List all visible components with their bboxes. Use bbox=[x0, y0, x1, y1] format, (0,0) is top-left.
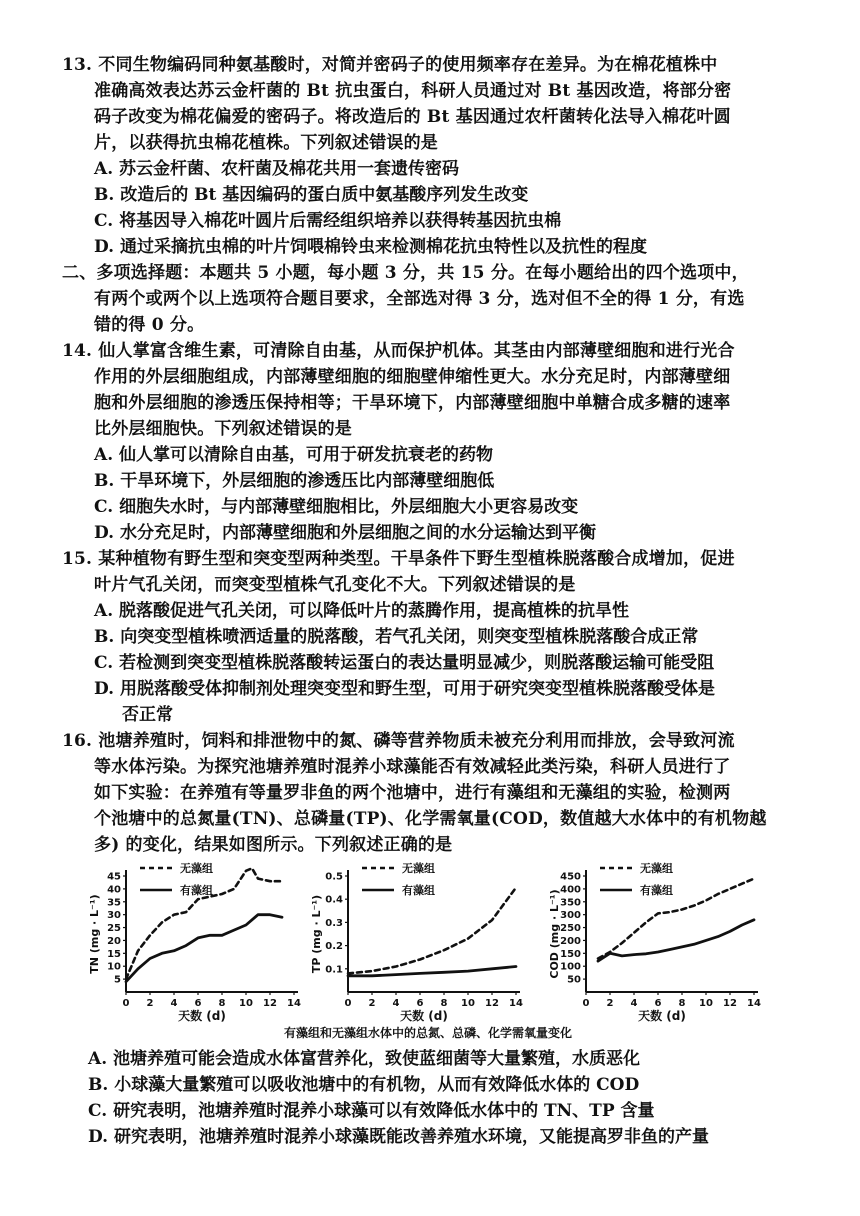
q15-option-c: C. 若检测到突变型植株脱落酸转运蛋白的表达量明显减少，则脱落酸运输可能受阻 bbox=[94, 653, 715, 673]
q13-option-b: B. 改造后的 Bt 基因编码的蛋白质中氨基酸序列发生改变 bbox=[94, 185, 529, 205]
x-tick-label: 14 bbox=[747, 998, 761, 1009]
chart-tp bbox=[310, 861, 523, 1023]
y-axis-label: TN (mg · L⁻¹) bbox=[88, 894, 101, 974]
chart-tn bbox=[88, 861, 301, 1023]
q14-option-d: D. 水分充足时，内部薄壁细胞和外层细胞之间的水分运输达到平衡 bbox=[94, 523, 596, 543]
x-tick-label: 6 bbox=[416, 998, 424, 1009]
x-tick-label: 8 bbox=[218, 998, 226, 1009]
x-tick-label: 2 bbox=[146, 998, 154, 1009]
x-tick-label: 4 bbox=[392, 998, 400, 1009]
x-tick-label: 0 bbox=[122, 998, 130, 1009]
x-axis-label: 天数 (d) bbox=[178, 1009, 226, 1023]
chart-cod bbox=[548, 861, 761, 1023]
legend-label: 无藻组 bbox=[402, 862, 435, 875]
x-tick-label: 8 bbox=[678, 998, 686, 1009]
q15-option-b: B. 向突变型植株喷洒适量的脱落酸，若气孔关闭，则突变型植株脱落酸合成正常 bbox=[94, 627, 699, 647]
q14-line-3: 胞和外层细胞的渗透压保持相等；干旱环境下，内部薄壁细胞中单糖合成多糖的速率 bbox=[94, 393, 731, 413]
x-axis-label: 天数 (d) bbox=[400, 1009, 448, 1023]
legend-label: 有藻组 bbox=[180, 884, 213, 897]
y-tick-label: 35 bbox=[107, 897, 121, 909]
y-tick-label: 0.4 bbox=[325, 894, 343, 906]
legend-label: 有藻组 bbox=[640, 884, 673, 897]
y-tick-label: 5 bbox=[114, 974, 121, 986]
q13-line-3: 码子改变为棉花偏爱的密码子。将改造后的 Bt 基因通过农杆菌转化法导入棉花叶圆 bbox=[94, 107, 731, 127]
y-tick-label: 0.1 bbox=[325, 964, 343, 976]
x-axis-label: 天数 (d) bbox=[638, 1009, 686, 1023]
x-tick-label: 2 bbox=[368, 998, 376, 1009]
q15-line-2: 叶片气孔关闭，而突变型植株气孔变化不大。下列叙述错误的是 bbox=[94, 575, 576, 595]
y-tick-label: 300 bbox=[560, 910, 581, 922]
q16-line-4: 个池塘中的总氮量(TN)、总磷量(TP)、化学需氧量(COD，数值越大水体中的有机物越 bbox=[94, 809, 767, 829]
q13-line-2: 准确高效表达苏云金杆菌的 Bt 抗虫蛋白，科研人员通过对 Bt 基因改造，将部分密 bbox=[94, 81, 732, 101]
series-line-algae bbox=[348, 967, 516, 976]
y-tick-label: 15 bbox=[107, 948, 121, 960]
series-line-algae bbox=[598, 920, 754, 961]
x-tick-label: 4 bbox=[630, 998, 638, 1009]
x-tick-label: 6 bbox=[654, 998, 662, 1009]
series-line-algae bbox=[126, 915, 282, 982]
y-tick-label: 400 bbox=[560, 884, 581, 896]
q16-option-c: C. 研究表明，池塘养殖时混养小球藻可以有效降低水体中的 TN、TP 含量 bbox=[88, 1101, 655, 1121]
q16-option-d: D. 研究表明，池塘养殖时混养小球藻既能改善养殖水环境，又能提高罗非鱼的产量 bbox=[88, 1127, 709, 1147]
q16-option-b: B. 小球藻大量繁殖可以吸收池塘中的有机物，从而有效降低水体的 COD bbox=[88, 1075, 640, 1095]
y-tick-label: 450 bbox=[560, 871, 581, 883]
q14-line-1: 14. 仙人掌富含维生素，可清除自由基，从而保护机体。其茎由内部薄壁细胞和进行光合 bbox=[62, 341, 735, 361]
y-tick-label: 10 bbox=[107, 961, 121, 973]
section2-line-3: 错的得 0 分。 bbox=[94, 315, 205, 335]
y-tick-label: 25 bbox=[107, 923, 121, 935]
q16-line-5: 多) 的变化，结果如图所示。下列叙述正确的是 bbox=[94, 835, 453, 855]
y-tick-label: 0.3 bbox=[325, 917, 343, 929]
figure-caption: 有藻组和无藻组水体中的总氮、总磷、化学需氧量变化 bbox=[283, 1026, 573, 1040]
series-line-no-algae bbox=[348, 888, 516, 974]
y-tick-label: 0.5 bbox=[325, 871, 343, 883]
q13-option-d: D. 通过采摘抗虫棉的叶片饲喂棉铃虫来检测棉花抗虫特性以及抗性的程度 bbox=[94, 237, 647, 257]
y-tick-label: 30 bbox=[107, 910, 121, 922]
q16-line-2: 等水体污染。为探究池塘养殖时混养小球藻能否有效减轻此类污染，科研人员进行了 bbox=[94, 757, 731, 777]
y-tick-label: 50 bbox=[567, 974, 581, 986]
y-tick-label: 150 bbox=[560, 948, 581, 960]
q14-option-c: C. 细胞失水时，与内部薄壁细胞相比，外层细胞大小更容易改变 bbox=[94, 497, 579, 517]
section2-line-1: 二、多项选择题：本题共 5 小题，每小题 3 分，共 15 分。在每小题给出的四个选项中， bbox=[62, 263, 749, 283]
x-tick-label: 10 bbox=[239, 998, 253, 1009]
section2-line-2: 有两个或两个以上选项符合题目要求，全部选对得 3 分，选对但不全的得 1 分，有选 bbox=[94, 289, 745, 309]
x-tick-label: 0 bbox=[582, 998, 590, 1009]
y-axis-label: COD (mg · L⁻¹) bbox=[548, 889, 561, 979]
y-tick-label: 45 bbox=[107, 871, 121, 883]
y-tick-label: 20 bbox=[107, 935, 121, 947]
q13-option-c: C. 将基因导入棉花叶圆片后需经组织培养以获得转基因抗虫棉 bbox=[94, 211, 562, 231]
q16-option-a: A. 池塘养殖可能会造成水体富营养化，致使蓝细菌等大量繁殖，水质恶化 bbox=[88, 1049, 641, 1069]
x-tick-label: 6 bbox=[194, 998, 202, 1009]
q16-line-1: 16. 池塘养殖时，饲料和排泄物中的氮、磷等营养物质未被充分利用而排放，会导致河流 bbox=[62, 731, 735, 751]
y-tick-label: 0.2 bbox=[325, 941, 343, 953]
q14-line-2: 作用的外层细胞组成，内部薄壁细胞的细胞壁伸缩性更大。水分充足时，内部薄壁细 bbox=[94, 367, 731, 387]
x-tick-label: 2 bbox=[606, 998, 614, 1009]
q15-line-1: 15. 某种植物有野生型和突变型两种类型。干旱条件下野生型植株脱落酸合成增加，促进 bbox=[62, 549, 735, 569]
x-tick-label: 14 bbox=[509, 998, 523, 1009]
q14-line-4: 比外层细胞快。下列叙述错误的是 bbox=[94, 419, 352, 439]
x-tick-label: 4 bbox=[170, 998, 178, 1009]
y-tick-label: 250 bbox=[560, 923, 581, 935]
q16-line-3: 如下实验：在养殖有等量罗非鱼的两个池塘中，进行有藻组和无藻组的实验，检测两 bbox=[94, 783, 731, 803]
y-tick-label: 100 bbox=[560, 961, 581, 973]
x-tick-label: 12 bbox=[723, 998, 737, 1009]
x-tick-label: 14 bbox=[287, 998, 301, 1009]
y-tick-label: 350 bbox=[560, 897, 581, 909]
x-tick-label: 8 bbox=[440, 998, 448, 1009]
x-tick-label: 12 bbox=[263, 998, 277, 1009]
q14-option-b: B. 干旱环境下，外层细胞的渗透压比内部薄壁细胞低 bbox=[94, 471, 495, 491]
legend-label: 无藻组 bbox=[180, 862, 213, 875]
y-tick-label: 40 bbox=[107, 884, 121, 896]
q15-option-a: A. 脱落酸促进气孔关闭，可以降低叶片的蒸腾作用，提高植株的抗旱性 bbox=[94, 601, 630, 621]
legend-label: 有藻组 bbox=[402, 884, 435, 897]
x-tick-label: 12 bbox=[485, 998, 499, 1009]
q16-figure bbox=[88, 858, 768, 1044]
x-tick-label: 0 bbox=[344, 998, 352, 1009]
charts-svg bbox=[88, 858, 768, 1044]
y-tick-label: 200 bbox=[560, 935, 581, 947]
q13-option-a: A. 苏云金杆菌、农杆菌及棉花共用一套遗传密码 bbox=[94, 159, 460, 179]
legend-label: 无藻组 bbox=[640, 862, 673, 875]
q14-option-a: A. 仙人掌可以清除自由基，可用于研发抗衰老的药物 bbox=[94, 445, 494, 465]
q13-line-1: 13. 不同生物编码同种氨基酸时，对简并密码子的使用频率存在差异。为在棉花植株中 bbox=[62, 55, 718, 75]
x-tick-label: 10 bbox=[461, 998, 475, 1009]
x-tick-label: 10 bbox=[699, 998, 713, 1009]
q15-option-d: D. 用脱落酸受体抑制剂处理突变型和野生型，可用于研究突变型植株脱落酸受体是 bbox=[94, 679, 715, 699]
y-axis-label: TP (mg · L⁻¹) bbox=[310, 894, 323, 974]
q15-option-d-cont: 否正常 bbox=[122, 705, 173, 725]
q13-line-4: 片，以获得抗虫棉花植株。下列叙述错误的是 bbox=[94, 133, 438, 153]
